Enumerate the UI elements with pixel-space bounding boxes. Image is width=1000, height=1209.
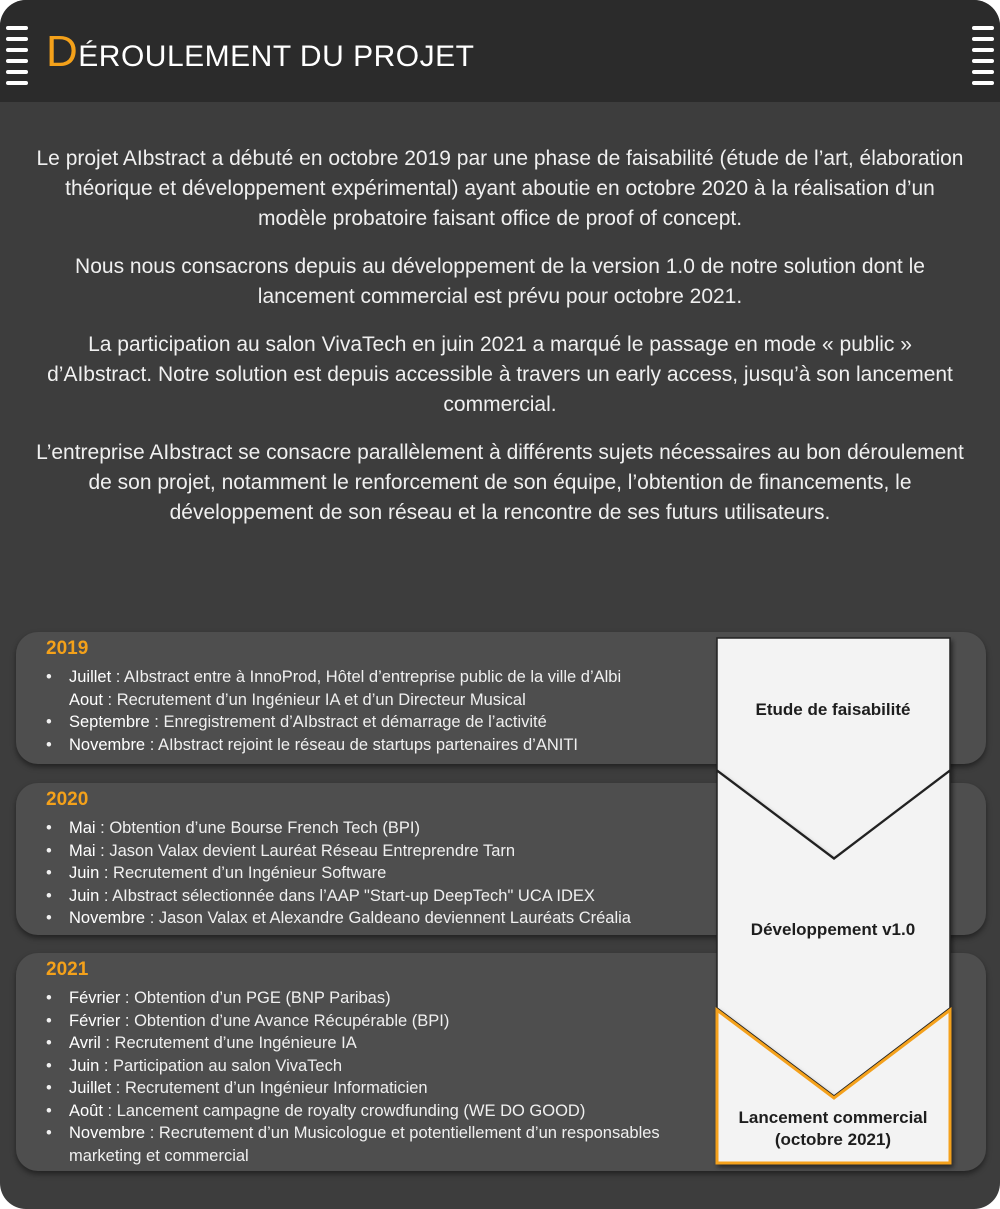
intro-paragraph: La participation au salon VivaTech en juin 2021 a marqué le passage en mode « public » d’AIbstract. Notre solution est depuis accessible à travers un early access, jusqu’à son lancement commercial. [47, 333, 953, 416]
event-month: Septembre [69, 713, 150, 731]
year-label: 2021 [46, 959, 89, 980]
event-text: : Obtention d’un PGE (BNP Paribas) [120, 989, 391, 1007]
event-month: Novembre [69, 735, 146, 754]
event-month: Juillet [69, 668, 112, 686]
event-text: : Recrutement d’un Musicologue et potentiellement d’un responsables marketing et commercial [69, 1124, 660, 1165]
event-month: Juin [69, 1056, 100, 1075]
phase-label-feasibility: Etude de faisabilité [755, 700, 911, 719]
phase-label-development: Développement v1.0 [750, 920, 916, 939]
event-month: Août [69, 1101, 103, 1120]
event-text: : Lancement campagne de royalty crowdfunding (WE DO GOOD) [102, 1101, 586, 1120]
year-label: 2019 [46, 638, 89, 659]
event-month: Avril [69, 1034, 101, 1052]
title-rest: ÉROULEMENT DU PROJET [78, 40, 475, 73]
event-month: Novembre [69, 909, 146, 927]
event-text: : AIbstract sélectionnée dans l’AAP "Start-up DeepTech" UCA IDEX [99, 886, 595, 905]
event-month: Juin [69, 886, 100, 905]
event-text: : Recrutement d’un Ingénieur IA et d’un Directeur Musical [102, 690, 526, 709]
intro-paragraph: Nous nous consacrons depuis au développement de la version 1.0 de notre solution dont le lancement commercial est prévu pour octobre 2021. [75, 255, 925, 308]
event-month: Aout [69, 690, 103, 709]
event-text: : Recrutement d’un Ingénieur Software [99, 864, 387, 882]
intro-paragraph: L’entreprise AIbstract se consacre parallèlement à différents sujets nécessaires au bon déroulement de son projet, notamment le renforcement de son équipe, l’obtention de financements, le développement de son réseau et la rencontre de ses futurs utilisateurs. [36, 441, 964, 524]
event-text: : AIbstract entre à InnoProd, Hôtel d’entreprise public de la ville d’Albi [111, 668, 622, 686]
event-month: Novembre [69, 1124, 146, 1142]
event-text: : Jason Valax et Alexandre Galdeano deviennent Lauréats Créalia [145, 909, 631, 927]
event-month: Février [69, 989, 121, 1007]
phase-label-launch: Lancement commercial (octobre 2021) [738, 1108, 928, 1149]
year-label: 2020 [46, 789, 89, 810]
event-month: Mai [69, 841, 96, 860]
event-month: Juillet [69, 1079, 112, 1097]
event-text: : Recrutement d’une Ingénieure IA [100, 1034, 357, 1052]
event-text: : Recrutement d’un Ingénieur Informaticien [111, 1079, 428, 1097]
event-text: : Obtention d’une Avance Récupérable (BPI) [120, 1011, 450, 1030]
event-month: Février [69, 1011, 121, 1030]
intro-paragraph: Le projet AIbstract a débuté en octobre 2019 par une phase de faisabilité (étude de l’art, élaboration théorique et développement expérimental) ayant aboutie en octobre 2020 à la réalisation d’un modèle probatoire faisant office de proof of concept. [36, 147, 964, 230]
event-month: Mai [69, 819, 96, 837]
event-text: : Enregistrement d’AIbstract et démarrage de l’activité [149, 713, 547, 731]
title-first-letter: D [46, 27, 79, 76]
event-text: : AIbstract rejoint le réseau de startups partenaires d’ANITI [145, 735, 579, 754]
event-month: Juin [69, 864, 100, 882]
event-text: : Jason Valax devient Lauréat Réseau Entreprendre Tarn [95, 841, 516, 860]
event-text: : Participation au salon VivaTech [99, 1056, 343, 1075]
event-text: : Obtention d’une Bourse French Tech (BPI) [95, 819, 420, 837]
